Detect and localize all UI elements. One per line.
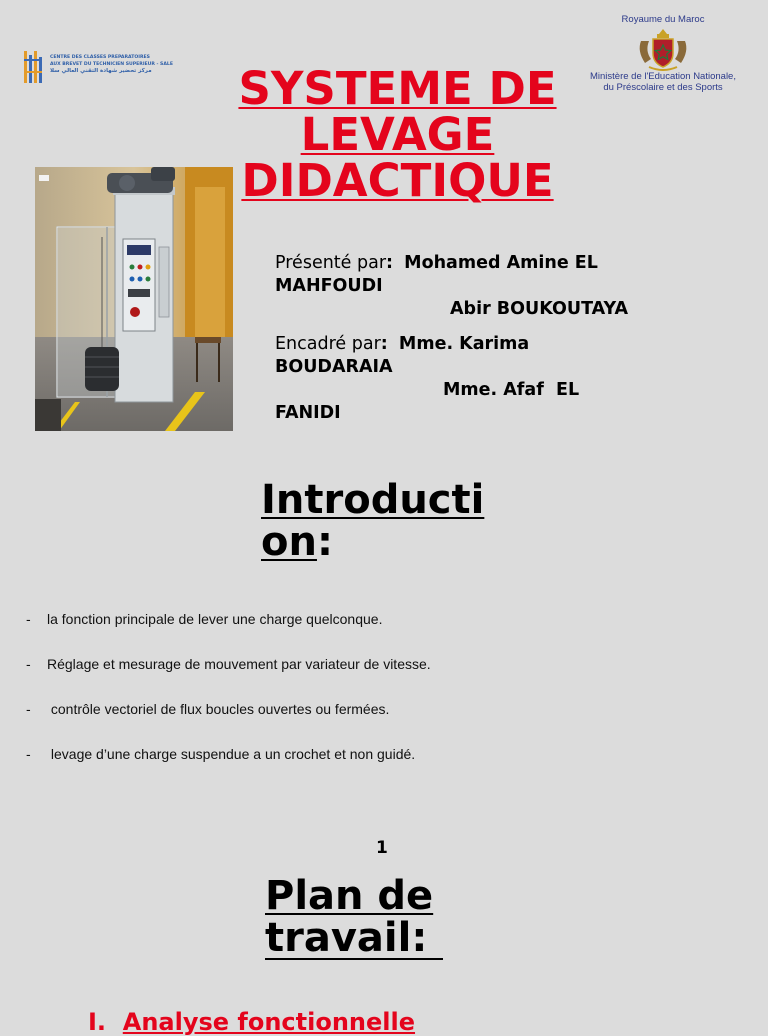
supervisors-colon: :: [380, 334, 388, 354]
school-logo-icon: [24, 51, 44, 83]
plan-heading-line2: travail:: [265, 918, 443, 960]
presenter-name-2: Abir BOUKOUTAYA: [450, 299, 629, 319]
bullet-text: contrôle vectoriel de flux boucles ouvertes ou fermées.: [47, 701, 390, 717]
list-item: [26, 610, 726, 628]
supervisors-label: Encadré par: [275, 334, 381, 354]
ministry-kingdom-label: Royaume du Maroc: [621, 14, 705, 25]
plan-heading: [265, 875, 525, 960]
supervisor-name-2b: FANIDI: [275, 403, 341, 423]
bullet-dash: -: [26, 656, 31, 672]
ministry-logo: [578, 14, 748, 104]
supervisor-name-1a: Mme. Karima: [398, 334, 530, 354]
page-number: 1: [376, 838, 388, 858]
bullet-dash: -: [26, 701, 31, 717]
supervisors-block: [275, 333, 655, 425]
analysis-section-item: [88, 1008, 415, 1036]
plan-heading-line1: Plan de: [265, 873, 434, 919]
supervisor-name-2a: Mme. Afaf EL: [443, 380, 580, 400]
list-item: [26, 655, 726, 673]
ministry-name-line1: Ministère de l'Education Nationale,: [590, 71, 736, 82]
presenters-block: [275, 252, 655, 321]
intro-heading-part1: Introducti: [261, 477, 485, 523]
intro-heading-part2: on: [261, 519, 317, 565]
lifting-system-photo: [35, 167, 233, 431]
list-item: [26, 700, 726, 718]
presenter-name-1a: Mohamed Amine EL: [404, 253, 598, 273]
document-title: [225, 62, 570, 207]
school-logo-text: [50, 54, 173, 75]
coat-of-arms-icon: [635, 27, 691, 71]
bullet-dash: -: [26, 611, 31, 627]
presenters-colon: :: [386, 253, 394, 273]
bullet-dash: -: [26, 746, 31, 762]
bullet-text: la fonction principale de lever une charge quelconque.: [47, 611, 383, 627]
bullet-text: levage d’une charge suspendue a un crochet et non guidé.: [47, 746, 416, 762]
bullet-text: Réglage et mesurage de mouvement par variateur de vitesse.: [47, 656, 431, 672]
analysis-label: Analyse fonctionnelle: [122, 1008, 416, 1036]
ministry-name-line2: du Préscolaire et des Sports: [603, 82, 723, 93]
title-line3: DIDACTIQUE: [241, 154, 554, 207]
school-logo-line1: CENTRE DES CLASSES PREPARATOIRES: [50, 55, 150, 60]
list-item: [26, 745, 726, 763]
school-logo-line2: AUX BREVET DU TECHNICIEN SUPERIEUR - SALE: [50, 62, 173, 67]
analysis-numeral: I.: [88, 1008, 107, 1036]
supervisor-name-1b: BOUDARAIA: [275, 357, 393, 377]
title-line1: SYSTEME DE: [238, 62, 557, 115]
title-line2: LEVAGE: [300, 108, 495, 161]
school-logo-line3: مركز تحضير شهادة التقني العالي سلا: [50, 68, 152, 74]
school-logo: [24, 50, 199, 84]
presenters-label: Présenté par: [275, 253, 387, 273]
presenter-name-1b: MAHFOUDI: [275, 276, 383, 296]
introduction-heading: [261, 479, 521, 563]
intro-heading-colon: :: [316, 519, 333, 565]
